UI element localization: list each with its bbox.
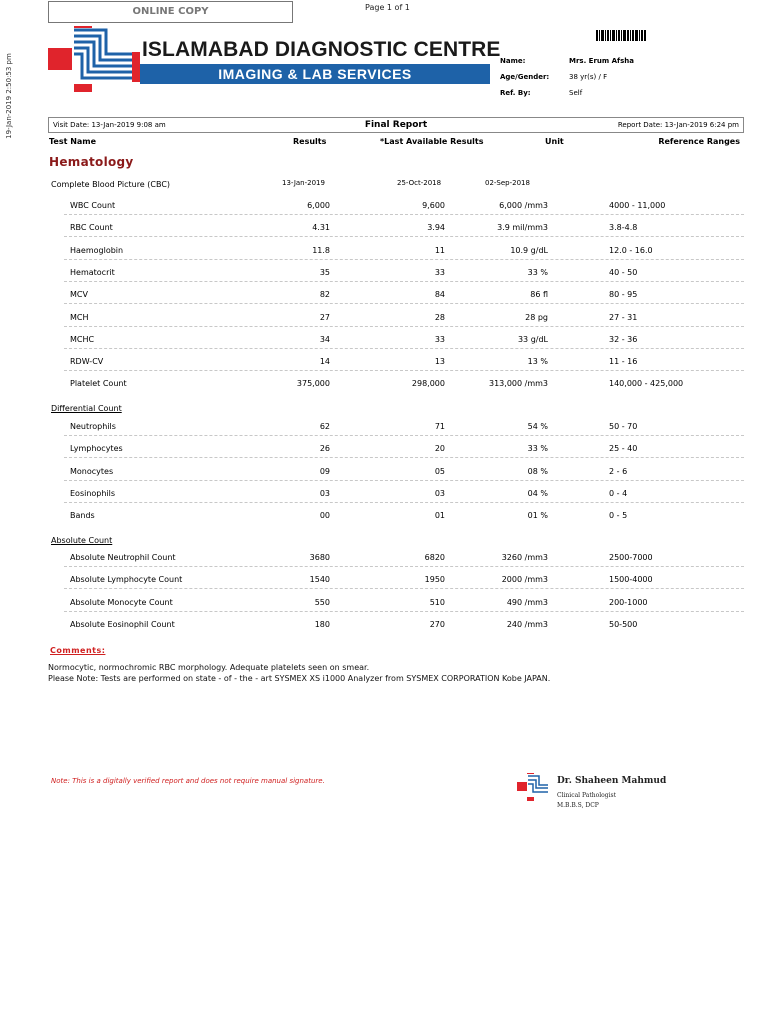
reference-range: 2500-7000 <box>609 553 653 562</box>
reference-range: 3.8-4.8 <box>609 223 638 233</box>
panel-date-oldest: 02-Sep-2018 <box>485 179 530 187</box>
test-name: RBC Count <box>70 223 113 233</box>
visit-info-bar <box>48 117 744 133</box>
barcode-icon <box>596 30 646 41</box>
result-oldest-unit: 2000 /mm3 <box>501 575 548 585</box>
result-current: 26 <box>319 444 330 454</box>
test-name: Absolute Monocyte Count <box>70 597 173 607</box>
patient-age-gender: 38 yr(s) / F <box>569 73 608 81</box>
reference-range: 50 - 70 <box>609 422 638 431</box>
row-divider <box>64 326 744 327</box>
test-name: WBC Count <box>70 201 116 210</box>
result-current: 00 <box>319 511 330 521</box>
doctor-designation: Clinical Pathologist <box>557 792 616 799</box>
row-divider <box>64 457 744 458</box>
reference-range: 11 - 16 <box>609 357 638 367</box>
reference-range: 50-500 <box>609 619 638 629</box>
online-copy-label: ONLINE COPY <box>48 1 293 23</box>
row-divider <box>64 281 744 282</box>
result-current: 4.31 <box>312 223 330 233</box>
result-previous: 9,600 <box>422 201 445 210</box>
test-name: Eosinophils <box>70 488 116 498</box>
doctor-degrees: M.B.B.S, DCP <box>557 802 599 809</box>
reference-range: 0 - 5 <box>609 511 628 521</box>
column-last-results: *Last Available Results <box>380 137 484 146</box>
result-previous: 28 <box>434 312 445 322</box>
result-oldest-unit: 33 % <box>527 444 548 454</box>
result-previous: 01 <box>434 511 445 521</box>
row-divider <box>64 611 744 612</box>
test-name: MCH <box>70 312 89 322</box>
result-previous: 20 <box>434 444 445 454</box>
result-previous: 84 <box>434 290 445 300</box>
reference-range: 40 - 50 <box>609 267 638 277</box>
report-title: Final Report <box>364 120 428 130</box>
test-name: Absolute Lymphocyte Count <box>70 575 183 585</box>
print-timestamp-text: 19-Jan-2019 2:50:53 pm <box>5 53 13 139</box>
result-previous: 33 <box>434 267 445 277</box>
row-divider <box>64 348 744 349</box>
panel-date-current: 13-Jan-2019 <box>282 179 325 187</box>
reference-range: 25 - 40 <box>609 444 638 454</box>
result-oldest-unit: 01 % <box>527 511 548 521</box>
reference-range: 32 - 36 <box>609 334 638 344</box>
result-oldest-unit: 33 % <box>527 267 548 277</box>
result-oldest-unit: 86 fl <box>530 290 548 300</box>
result-previous: 510 <box>429 597 445 607</box>
comments-title: Comments: <box>50 646 106 655</box>
row-divider <box>64 566 744 567</box>
row-divider <box>64 259 744 260</box>
result-previous: 3.94 <box>427 223 445 233</box>
reference-range: 0 - 4 <box>609 488 628 498</box>
result-previous: 71 <box>434 422 445 431</box>
page-number: Page 1 of 1 <box>365 3 410 12</box>
brand-title: ISLAMABAD DIAGNOSTIC CENTRE <box>142 38 501 61</box>
result-current: 35 <box>319 267 330 277</box>
differential-count-heading: Differential Count <box>51 404 122 413</box>
patient-name: Mrs. Erum Afsha <box>569 57 634 65</box>
column-results: Results <box>293 137 327 146</box>
reference-range: 1500-4000 <box>609 575 653 585</box>
result-current: 6,000 <box>307 201 330 210</box>
result-current: 11.8 <box>312 245 330 255</box>
result-oldest-unit: 313,000 /mm3 <box>489 379 548 389</box>
result-current: 03 <box>319 488 330 498</box>
result-current: 550 <box>314 597 330 607</box>
result-current: 09 <box>319 466 330 476</box>
result-oldest-unit: 04 % <box>527 488 548 498</box>
column-test-name: Test Name <box>49 137 97 146</box>
result-previous: 03 <box>434 488 445 498</box>
test-name: Monocytes <box>70 466 114 476</box>
patient-info <box>500 53 634 101</box>
row-divider <box>64 435 744 436</box>
row-divider <box>64 303 744 304</box>
result-current: 375,000 <box>296 379 330 389</box>
reference-range: 200-1000 <box>609 597 648 607</box>
visit-date: Visit Date: 13-Jan-2019 9:08 am <box>53 121 166 129</box>
test-name: Platelet Count <box>70 379 127 389</box>
test-name: Absolute Neutrophil Count <box>70 553 176 562</box>
test-name: Bands <box>70 511 95 521</box>
column-reference-ranges: Reference Ranges <box>658 137 740 146</box>
reference-range: 2 - 6 <box>609 466 628 476</box>
doctor-name: Dr. Shaheen Mahmud <box>557 776 667 786</box>
result-previous: 33 <box>434 334 445 344</box>
patient-ref-by: Self <box>569 89 583 97</box>
test-name: Hematocrit <box>70 267 115 277</box>
clinic-logo-small-icon <box>517 773 549 801</box>
reference-range: 4000 - 11,000 <box>609 201 666 210</box>
result-current: 82 <box>319 290 330 300</box>
result-oldest-unit: 54 % <box>527 422 548 431</box>
result-oldest-unit: 3.9 mil/mm3 <box>497 223 548 233</box>
section-hematology: Hematology <box>49 155 134 169</box>
comments-body <box>48 662 608 684</box>
result-oldest-unit: 08 % <box>527 466 548 476</box>
result-current: 14 <box>319 357 330 367</box>
reference-range: 80 - 95 <box>609 290 638 300</box>
test-name: RDW-CV <box>70 357 104 367</box>
column-unit: Unit <box>545 137 564 146</box>
reference-range: 12.0 - 16.0 <box>609 245 653 255</box>
absolute-count-heading: Absolute Count <box>51 536 113 545</box>
test-name: Neutrophils <box>70 422 116 431</box>
result-oldest-unit: 240 /mm3 <box>506 619 548 629</box>
age-gender-label: Age/Gender: <box>500 73 550 81</box>
row-divider <box>64 214 744 215</box>
panel-date-previous: 25-Oct-2018 <box>397 179 442 187</box>
report-date: Report Date: 13-Jan-2019 6:24 pm <box>617 121 739 129</box>
digital-verification-note: Note: This is a digitally verified report and does not require manual signature. <box>51 777 325 785</box>
ref-by-label: Ref. By: <box>500 89 531 97</box>
comment-line: Normocytic, normochromic RBC morphology. Adequate platelets seen on smear. <box>48 663 370 672</box>
test-name: MCV <box>70 290 88 300</box>
panel-name: Complete Blood Picture (CBC) <box>51 180 171 189</box>
test-name: Haemoglobin <box>70 245 124 255</box>
test-name: Lymphocytes <box>70 444 123 454</box>
name-label: Name: <box>500 57 526 65</box>
result-previous: 270 <box>429 619 445 629</box>
reference-range: 140,000 - 425,000 <box>609 379 684 389</box>
result-previous: 05 <box>434 466 445 476</box>
test-name: Absolute Eosinophil Count <box>70 619 175 629</box>
result-oldest-unit: 33 g/dL <box>517 334 548 344</box>
row-divider <box>64 588 744 589</box>
result-current: 62 <box>319 422 330 431</box>
result-previous: 6820 <box>424 553 445 562</box>
result-oldest-unit: 10.9 g/dL <box>510 245 548 255</box>
result-oldest-unit: 13 % <box>527 357 548 367</box>
result-current: 27 <box>319 312 330 322</box>
clinic-logo-icon <box>48 26 140 92</box>
result-previous: 298,000 <box>411 379 445 389</box>
result-oldest-unit: 3260 /mm3 <box>501 553 548 562</box>
result-oldest-unit: 490 /mm3 <box>506 597 548 607</box>
result-current: 3680 <box>309 553 330 562</box>
result-current: 180 <box>314 619 330 629</box>
reference-range: 27 - 31 <box>609 312 638 322</box>
result-previous: 11 <box>434 245 445 255</box>
result-previous: 13 <box>434 357 445 367</box>
result-current: 34 <box>319 334 330 344</box>
result-previous: 1950 <box>424 575 445 585</box>
test-name: MCHC <box>70 334 95 344</box>
comment-line: Please Note: Tests are performed on state - of - the - art SYSMEX XS i1000 Analyzer from SYSMEX CORPORATION Kobe JAPAN. <box>48 674 551 683</box>
result-current: 1540 <box>309 575 330 585</box>
result-oldest-unit: 6,000 /mm3 <box>499 201 548 210</box>
row-divider <box>64 370 744 371</box>
print-timestamp <box>3 46 15 146</box>
row-divider <box>64 480 744 481</box>
result-oldest-unit: 28 pg <box>525 312 548 322</box>
row-divider <box>64 502 744 503</box>
row-divider <box>64 236 744 237</box>
brand-subtitle: IMAGING & LAB SERVICES <box>140 64 490 84</box>
